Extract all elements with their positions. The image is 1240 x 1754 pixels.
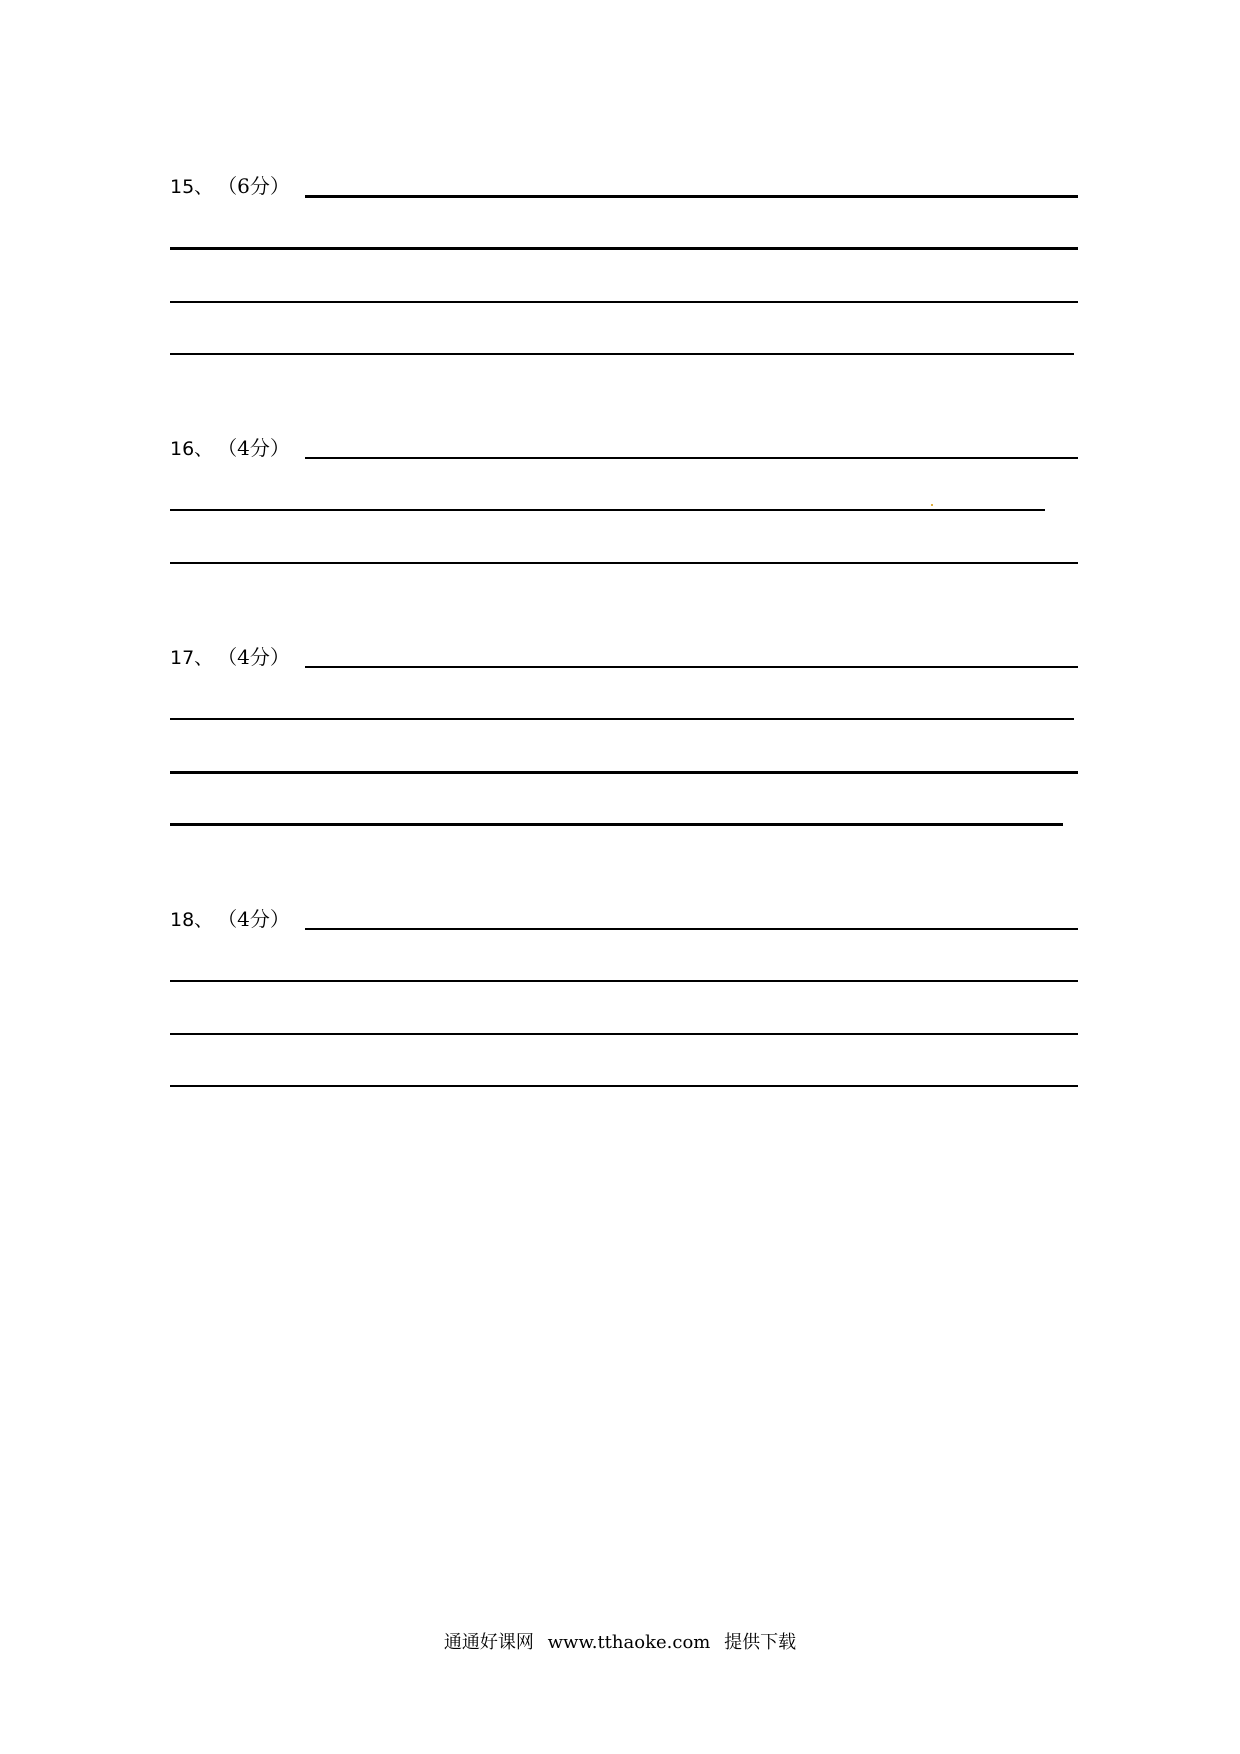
answer-line [170, 1085, 1078, 1087]
scan-speck [931, 504, 933, 506]
answer-line [170, 718, 1074, 720]
question-score: （4分） [227, 436, 290, 460]
footer-suffix: 提供下载 [724, 1632, 797, 1653]
answer-line [170, 562, 1078, 564]
question-16-label [170, 436, 290, 461]
answer-line [170, 353, 1074, 355]
question-15-label [170, 174, 290, 199]
question-number: 17、 [170, 647, 214, 669]
answer-line [170, 509, 1045, 511]
question-score: （4分） [227, 907, 290, 931]
question-score: （4分） [227, 645, 290, 669]
answer-line [170, 1033, 1078, 1035]
answer-line [305, 666, 1078, 668]
question-score: （6分） [227, 174, 290, 198]
answer-line [170, 301, 1078, 303]
answer-line [170, 980, 1078, 982]
question-17-label [170, 645, 290, 670]
question-18-label [170, 907, 290, 932]
answer-line [305, 928, 1078, 930]
question-number: 16、 [170, 438, 214, 460]
answer-line [170, 823, 1063, 826]
footer-site-name: 通通好课网 [443, 1632, 534, 1653]
answer-line [305, 457, 1078, 459]
footer-url: www.tthaoke.com [547, 1632, 711, 1653]
page-footer [0, 1632, 1240, 1654]
answer-line [170, 771, 1078, 774]
answer-line [305, 195, 1078, 198]
answer-line [170, 247, 1078, 250]
question-number: 15、 [170, 176, 214, 198]
question-number: 18、 [170, 909, 214, 931]
